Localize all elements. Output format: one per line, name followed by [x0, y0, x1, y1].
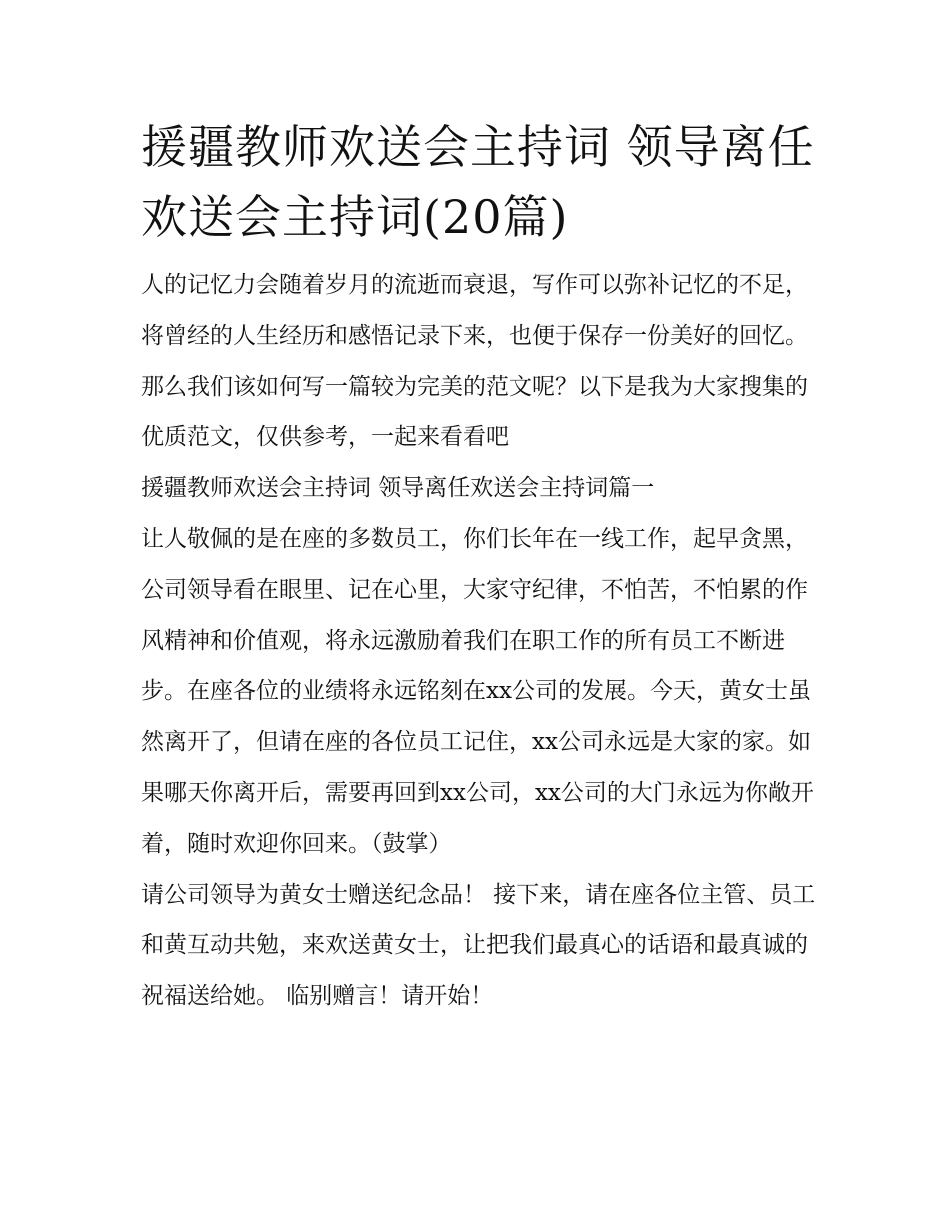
document-title: 援疆教师欢送会主持词 领导离任欢送会主持词(20篇) [141, 120, 815, 244]
document-page [141, 112, 821, 1022]
intro-paragraph: 人的记忆力会随着岁月的流逝而衰退，写作可以弥补记忆的不足，将曾经的人生经历和感悟记录下来，也便于保存一份美好的回忆。那么我们该如何写一篇较为完美的范文呢？以下是我为大家搜集的优质范文，仅供参考，一起来看看吧 [141, 272, 808, 451]
body-paragraph: 让人敬佩的是在座的多数员工，你们长年在一线工作，起早贪黑，公司领导看在眼里、记在心里，大家守纪律，不怕苦，不怕累的作风精神和价值观，将永远激励着我们在职工作的所有员工不断进步。在座各位的业绩将永远铭刻在xx公司的发展。今天，黄女士虽然离开了，但请在座的各位员工记住，xx公司永远是大家的家。如果哪天你离开后，需要再回到xx公司，xx公司的大门永远为你敞开着，随时欢迎你回来。（鼓掌） [141, 525, 814, 857]
document-body [141, 260, 821, 1022]
section-heading: 援疆教师欢送会主持词 领导离任欢送会主持词篇一 [141, 475, 655, 502]
body-paragraph: 请公司领导为黄女士赠送纪念品！ 接下来，请在座各位主管、员工和黄互动共勉，来欢送黄女士，让把我们最真心的话语和最真诚的祝福送给她。 临别赠言！请开始！ [141, 881, 816, 1010]
